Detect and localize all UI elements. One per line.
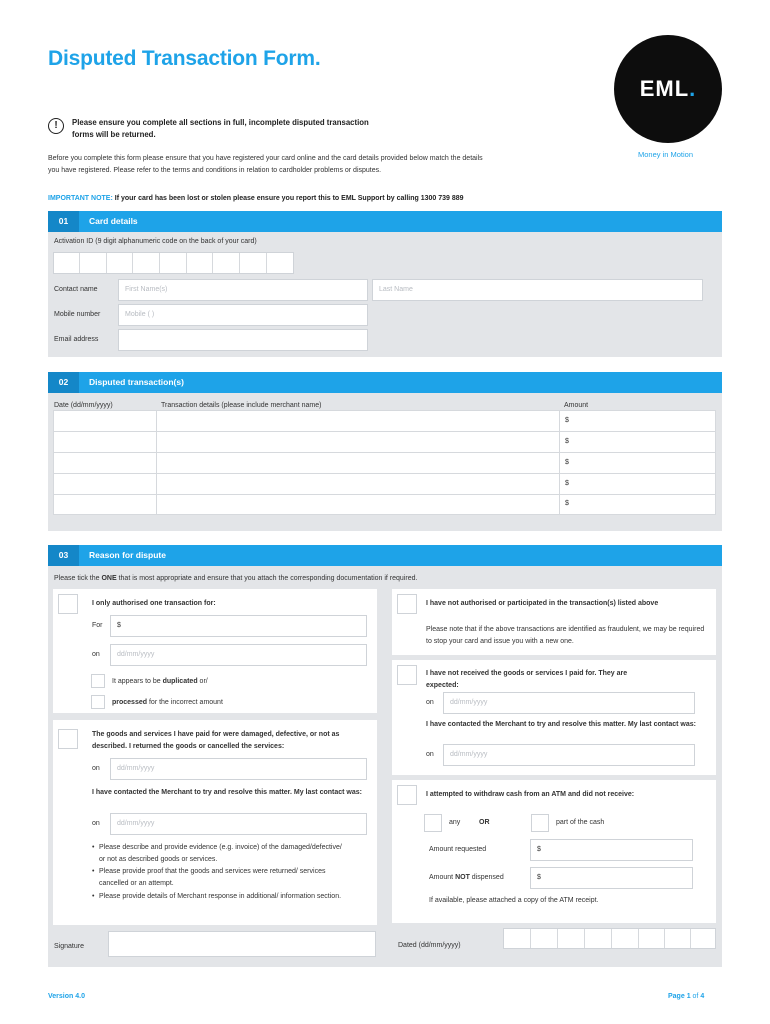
option-damaged-checkbox[interactable] (58, 729, 78, 749)
bullet-marker: • (92, 868, 95, 875)
not-received-contact-date-input[interactable]: dd/mm/yyyy (443, 744, 695, 766)
bullet-marker: • (92, 844, 95, 851)
activation-divider (159, 253, 160, 273)
table-row-divider (53, 473, 716, 474)
email-label: Email address (54, 336, 99, 343)
first-name-input[interactable]: First Name(s) (118, 279, 368, 301)
amount-currency: $ (565, 480, 569, 487)
amount-currency: $ (565, 459, 569, 466)
on-label: on (92, 651, 100, 658)
on-label: on (426, 699, 434, 706)
bullet-merchant-response: Please provide details of Merchant response in additional/ information section. (99, 893, 342, 900)
option-one-transaction-label: I only authorised one transaction for: (92, 600, 216, 607)
amount-not-dispensed-label: Amount NOT dispensed (429, 874, 504, 881)
section-header-card-details: 01 Card details (48, 211, 722, 232)
atm-any-checkbox[interactable] (424, 814, 442, 832)
option-not-authorised-label: I have not authorised or participated in the transaction(s) listed above (426, 600, 659, 607)
date-divider (584, 929, 585, 948)
bullet-proof: Please provide proof that the goods and services were returned/ services cancelled or an attempt. (99, 868, 326, 887)
section-header-disputed-transactions: 02 Disputed transaction(s) (48, 372, 722, 393)
date-divider (638, 929, 639, 948)
option-one-transaction-checkbox[interactable] (58, 594, 78, 614)
table-col-divider (559, 410, 560, 515)
eml-logo: EML. (614, 35, 722, 143)
table-row-divider (53, 452, 716, 453)
option-atm-checkbox[interactable] (397, 785, 417, 805)
col-date-header: Date (dd/mm/yyyy) (54, 402, 113, 409)
bullet-evidence: Please describe and provide evidence (e.g. invoice) of the damaged/defective/ or not as described goods or services. (99, 844, 342, 863)
activation-divider (266, 253, 267, 273)
activation-divider (132, 253, 133, 273)
activation-divider (79, 253, 80, 273)
amount-currency: $ (565, 438, 569, 445)
not-authorised-note: Please note that if the above transactions are identified as fraudulent, we may be required to stop your card and issue you with a new one. (426, 626, 705, 645)
dated-label: Dated (dd/mm/yyyy) (398, 942, 461, 949)
one-transaction-date-input[interactable]: dd/mm/yyyy (110, 644, 367, 666)
tagline: Money in Motion (638, 150, 694, 159)
atm-part-label: part of the cash (556, 819, 605, 826)
atm-any-label: any (449, 819, 461, 826)
important-note: IMPORTANT NOTE: If your card has been lost or stolen please ensure you report this to EML Support by calling 1300 739 889 (48, 195, 464, 202)
activation-divider (212, 253, 213, 273)
expected-date-input[interactable]: dd/mm/yyyy (443, 692, 695, 714)
date-divider (664, 929, 665, 948)
on-label: on (92, 765, 100, 772)
contact-name-label: Contact name (54, 286, 98, 293)
table-col-divider (156, 410, 157, 515)
contacted-merchant-label: I have contacted the Merchant to try and resolve this matter. My last contact was: (92, 789, 362, 796)
amount-currency: $ (565, 417, 569, 424)
for-label: For (92, 622, 103, 629)
mobile-label: Mobile number (54, 311, 101, 318)
date-divider (690, 929, 691, 948)
version-label: Version 4.0 (48, 993, 85, 1000)
amount-not-dispensed-input[interactable]: $ (530, 867, 693, 889)
signature-label: Signature (54, 943, 84, 950)
atm-or-label: OR (479, 819, 490, 826)
processed-checkbox[interactable] (91, 695, 105, 709)
amount-currency: $ (565, 500, 569, 507)
activation-divider (106, 253, 107, 273)
on-label: on (426, 751, 434, 758)
contacted-merchant-label: I have contacted the Merchant to try and resolve this matter. My last contact was: (426, 721, 696, 728)
page-number: Page 1 of 4 (668, 993, 705, 1000)
col-amount-header: Amount (564, 402, 589, 409)
table-row-divider (53, 431, 716, 432)
email-input[interactable] (118, 329, 368, 351)
signature-field[interactable] (108, 931, 376, 957)
atm-receipt-note: If available, please attached a copy of the ATM receipt. (429, 897, 599, 904)
option-not-authorised-checkbox[interactable] (397, 594, 417, 614)
activation-divider (239, 253, 240, 273)
option-not-received-checkbox[interactable] (397, 665, 417, 685)
page-title: Disputed Transaction Form. (48, 47, 321, 70)
notice-text: Please ensure you complete all sections in full, incomplete disputed transaction forms will be returned. (72, 118, 369, 139)
activation-divider (186, 253, 187, 273)
reason-instruction: Please tick the ONE that is most appropriate and ensure that you attach the corresponding documentation if required. (54, 575, 418, 582)
atm-part-checkbox[interactable] (531, 814, 549, 832)
amount-requested-input[interactable]: $ (530, 839, 693, 861)
activation-id-field[interactable] (53, 252, 294, 274)
transactions-table (53, 410, 716, 515)
date-divider (530, 929, 531, 948)
table-row-divider (53, 494, 716, 495)
section-header-reason: 03 Reason for dispute (48, 545, 722, 566)
col-details-header: Transaction details (please include merchant name) (161, 402, 322, 409)
bullet-marker: • (92, 893, 95, 900)
duplicated-label: It appears to be duplicated or/ (112, 678, 208, 685)
processed-label: processed for the incorrect amount (112, 699, 223, 706)
intro-text: Before you complete this form please ensure that you have registered your card online and the card details provided below match the details you have registered. Please refer to the terms and conditions in relation to cardholder problems or disputes. (48, 155, 483, 174)
last-name-input[interactable]: Last Name (372, 279, 703, 301)
option-atm-label: I attempted to withdraw cash from an ATM and did not receive: (426, 791, 635, 798)
for-amount-input[interactable]: $ (110, 615, 367, 637)
date-divider (557, 929, 558, 948)
option-not-received-label: I have not received the goods or services I paid for. They are expected: (426, 670, 628, 689)
activation-label: Activation ID (9 digit alphanumeric code on the back of your card) (54, 238, 257, 245)
on-label: on (92, 820, 100, 827)
amount-requested-label: Amount requested (429, 846, 487, 853)
dated-field[interactable] (503, 928, 716, 949)
option-damaged-label: The goods and services I have paid for were damaged, defective, or not as described. I returned the goods or cancelled the services: (92, 731, 340, 750)
duplicated-checkbox[interactable] (91, 674, 105, 688)
warning-icon: ! (48, 118, 64, 134)
returned-date-input[interactable]: dd/mm/yyyy (110, 758, 367, 780)
date-divider (611, 929, 612, 948)
merchant-contact-date-input[interactable]: dd/mm/yyyy (110, 813, 367, 835)
mobile-input[interactable]: Mobile ( ) (118, 304, 368, 326)
